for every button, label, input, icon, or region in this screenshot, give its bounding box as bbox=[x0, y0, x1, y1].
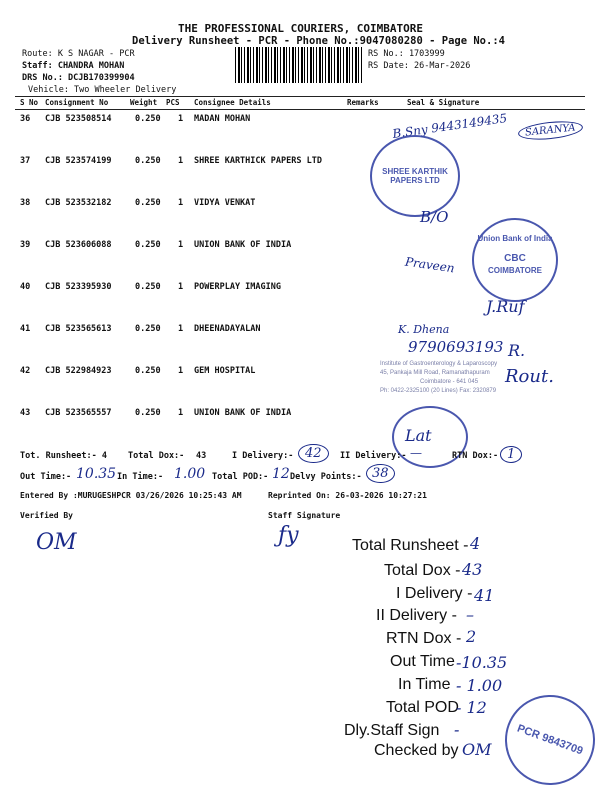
row-weight: 0.250 bbox=[135, 156, 161, 166]
row-sno: 38 bbox=[20, 198, 31, 208]
karthik-papers-seal bbox=[370, 135, 460, 217]
note-value: OM bbox=[462, 740, 492, 759]
gem-seal-line4: Ph: 0422-2325100 (20 Lines) Fax: 2320879 bbox=[380, 388, 497, 394]
row-sno: 43 bbox=[20, 408, 31, 418]
remark-39: Praveen bbox=[404, 254, 456, 276]
row-weight: 0.250 bbox=[135, 114, 161, 124]
note-value: -10.35 bbox=[456, 653, 508, 672]
note-value: - bbox=[454, 720, 460, 739]
staff-signature-hand: ƒy bbox=[278, 523, 299, 548]
row-consignee: MADAN MOHAN bbox=[194, 114, 251, 124]
delvy-points-hand: 38 bbox=[366, 464, 395, 483]
row-weight: 0.250 bbox=[135, 240, 161, 250]
note-value: 2 bbox=[466, 627, 477, 646]
ii-delivery-label: II Delivery:- bbox=[340, 451, 407, 461]
note-label: II Delivery - bbox=[376, 607, 457, 624]
col-pcs: PCS bbox=[166, 98, 180, 107]
row-consignment: CJB 523606088 bbox=[45, 240, 112, 250]
row-weight: 0.250 bbox=[135, 282, 161, 292]
table-row bbox=[0, 198, 600, 218]
bank-seal-top: Union Bank of India bbox=[477, 234, 553, 243]
rtn-hand: 1 bbox=[500, 446, 522, 463]
gem-seal-line3: Coimbatore - 641 045 bbox=[420, 379, 479, 385]
note-label: RTN Dox - bbox=[386, 630, 462, 647]
runsheet-subtitle: Delivery Runsheet - PCR - Phone No.:9047080280 - Page No.:4 bbox=[132, 35, 505, 47]
i-delivery-label: I Delivery:- bbox=[232, 451, 294, 461]
verified-hand: OM bbox=[36, 530, 77, 555]
row-weight: 0.250 bbox=[135, 198, 161, 208]
row-sno: 42 bbox=[20, 366, 31, 376]
entered-by: Entered By :MURUGESHPCR 03/26/2026 10:25:43 AM bbox=[20, 491, 242, 500]
remark-36-signature: SARANYA bbox=[517, 119, 583, 143]
row-consignment: CJB 523565613 bbox=[45, 324, 112, 334]
gem-seal-line2: 45, Pankaja Mill Road, Ramanathapuram bbox=[380, 370, 490, 376]
signature-41: R. bbox=[508, 341, 526, 360]
table-row bbox=[0, 114, 600, 134]
header-rule-bottom bbox=[15, 109, 585, 110]
row-pcs: 1 bbox=[178, 366, 184, 376]
row-consignee: SHREE KARTHICK PAPERS LTD bbox=[194, 156, 322, 166]
row-consignment: CJB 523565557 bbox=[45, 408, 112, 418]
row-weight: 0.250 bbox=[135, 408, 161, 418]
note-label: I Delivery - bbox=[396, 585, 473, 602]
col-seal: Seal & Signature bbox=[407, 98, 480, 107]
rtn-label: RTN Dox:- bbox=[452, 451, 499, 461]
rs-number: RS No.: 1703999 bbox=[368, 49, 445, 59]
row-consignee: GEM HOSPITAL bbox=[194, 366, 256, 376]
col-consignee: Consignee Details bbox=[194, 98, 271, 107]
row-consignment: CJB 523574199 bbox=[45, 156, 112, 166]
bank-seal-mid: CBC bbox=[504, 253, 526, 264]
note-label: Total Runsheet - bbox=[352, 537, 469, 554]
note-label: Out Time bbox=[390, 653, 455, 670]
staff: Staff: CHANDRA MOHAN bbox=[22, 61, 125, 71]
row-pcs: 1 bbox=[178, 324, 184, 334]
row-pcs: 1 bbox=[178, 408, 184, 418]
note-value: 41 bbox=[474, 586, 495, 605]
drs-number: DRS No.: DCJB170399904 bbox=[22, 73, 135, 83]
karthik-seal-text: SHREE KARTHIK PAPERS LTD bbox=[382, 167, 448, 185]
in-time-label: In Time:- bbox=[117, 472, 164, 482]
col-sno: S No bbox=[20, 98, 39, 107]
col-remarks: Remarks bbox=[347, 98, 379, 107]
note-label: Checked by bbox=[374, 742, 459, 759]
row-consignment: CJB 523532182 bbox=[45, 198, 112, 208]
remark-42: Rout. bbox=[505, 366, 554, 387]
row-sno: 40 bbox=[20, 282, 31, 292]
note-value: 4 bbox=[470, 534, 481, 553]
row-sno: 39 bbox=[20, 240, 31, 250]
note-value: 43 bbox=[462, 560, 483, 579]
staff-signature-label: Staff Signature bbox=[268, 511, 341, 520]
row-pcs: 1 bbox=[178, 282, 184, 292]
route: Route: K S NAGAR - PCR bbox=[22, 49, 135, 59]
verified-by: Verified By bbox=[20, 511, 73, 520]
bank-seal-bottom: COIMBATORE bbox=[488, 266, 542, 275]
i-delivery-hand: 42 bbox=[298, 444, 329, 463]
remark-43: Lat bbox=[405, 426, 432, 445]
note-value: – bbox=[466, 605, 474, 624]
row-consignee: DHEENADAYALAN bbox=[194, 324, 261, 334]
gem-hospital-seal bbox=[380, 360, 497, 396]
remark-41-phone: 9790693193 bbox=[408, 338, 504, 356]
rs-date: RS Date: 26-Mar-2026 bbox=[368, 61, 471, 71]
col-consignment: Consignment No bbox=[45, 98, 109, 107]
total-pod-label: Total POD:- bbox=[212, 472, 269, 482]
row-sno: 41 bbox=[20, 324, 31, 334]
row-consignment: CJB 523508514 bbox=[45, 114, 112, 124]
vehicle: Vehicle: Two Wheeler Delivery bbox=[28, 85, 177, 95]
out-time-hand: 10.35 bbox=[76, 466, 117, 482]
row-consignee: VIDYA VENKAT bbox=[194, 198, 256, 208]
total-dox-value: 43 bbox=[196, 451, 207, 461]
row-pcs: 1 bbox=[178, 198, 184, 208]
remark-41-name: K. Dhena bbox=[398, 323, 450, 336]
ii-delivery-hand: — bbox=[410, 446, 422, 460]
total-pod-hand: 12 bbox=[272, 466, 290, 482]
note-label: Total Dox - bbox=[384, 562, 461, 579]
barcode bbox=[235, 47, 363, 83]
table-row bbox=[0, 408, 600, 428]
row-consignee: UNION BANK OF INDIA bbox=[194, 408, 292, 418]
out-time-label: Out Time:- bbox=[20, 472, 72, 482]
col-weight: Weight bbox=[130, 98, 158, 107]
delvy-points-label: Delvy Points:- bbox=[290, 472, 362, 482]
note-value: - 1.00 bbox=[456, 676, 503, 695]
row-sno: 36 bbox=[20, 114, 31, 124]
note-label: In Time bbox=[398, 676, 451, 693]
remark-38: B/O bbox=[420, 208, 449, 226]
remark-36: B.Sny 9443149435 bbox=[391, 111, 508, 141]
note-value: - 12 bbox=[456, 698, 487, 717]
header-rule-top bbox=[15, 96, 585, 97]
row-consignment: CJB 523395930 bbox=[45, 282, 112, 292]
row-pcs: 1 bbox=[178, 240, 184, 250]
note-label: Dly.Staff Sign bbox=[344, 722, 440, 739]
row-weight: 0.250 bbox=[135, 324, 161, 334]
row-consignee: UNION BANK OF INDIA bbox=[194, 240, 292, 250]
signature-40: J.Ruf bbox=[486, 297, 525, 316]
tot-runsheet: Tot. Runsheet:- 4 bbox=[20, 451, 107, 461]
row-sno: 37 bbox=[20, 156, 31, 166]
total-dox-label: Total Dox:- bbox=[128, 451, 185, 461]
company-title: THE PROFESSIONAL COURIERS, COIMBATORE bbox=[178, 22, 424, 35]
gem-seal-line1: Institute of Gastroenterology & Laparoscopy bbox=[380, 361, 498, 367]
union-bank-seal bbox=[472, 218, 558, 302]
row-consignee: POWERPLAY IMAGING bbox=[194, 282, 281, 292]
in-time-hand: 1.00 bbox=[174, 466, 206, 482]
row-pcs: 1 bbox=[178, 156, 184, 166]
pcr-stamp: PCR 9843709 bbox=[492, 682, 600, 797]
table-row bbox=[0, 156, 600, 176]
row-pcs: 1 bbox=[178, 114, 184, 124]
note-label: Total POD bbox=[386, 699, 459, 716]
row-weight: 0.250 bbox=[135, 366, 161, 376]
row-consignment: CJB 522984923 bbox=[45, 366, 112, 376]
reprinted-on: Reprinted On: 26-03-2026 10:27:21 bbox=[268, 491, 427, 500]
